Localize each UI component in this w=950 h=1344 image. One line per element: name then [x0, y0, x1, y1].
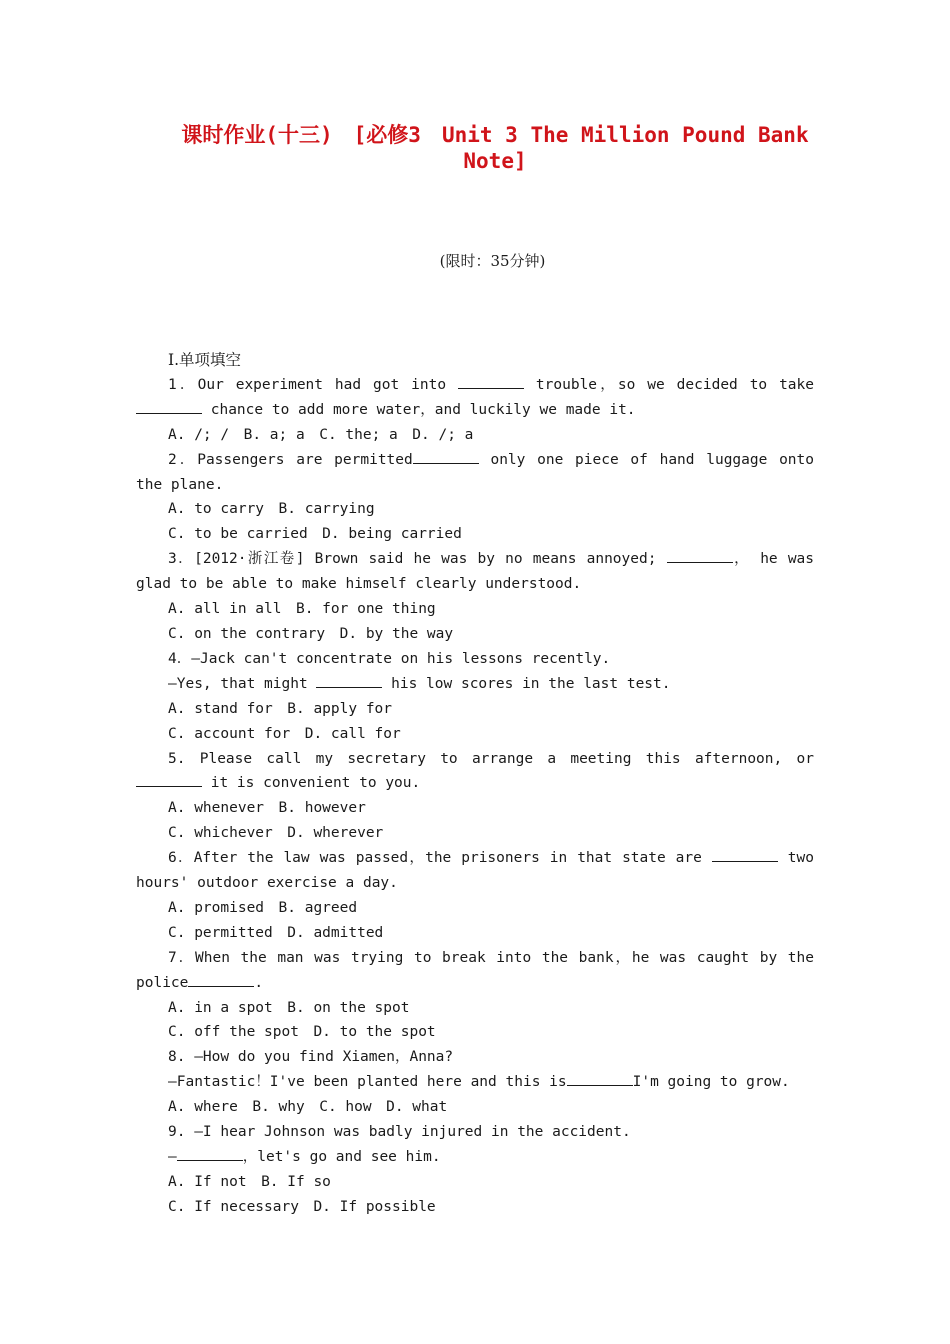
question-stem: [136, 373, 814, 423]
question-text: ，let's go and see him.: [242, 1149, 441, 1165]
question-text: 9. —I hear Johnson was badly injured in the accident.: [168, 1124, 631, 1141]
answer-options: C. permitted D. admitted: [168, 924, 384, 941]
answer-options: C. off the spot D. to the spot: [168, 1024, 436, 1041]
question-item: [136, 1045, 814, 1120]
question-text: .: [254, 974, 264, 991]
answer-blank[interactable]: [712, 847, 778, 862]
question-text: ， he was glad to be able to make himself clearly understood.: [136, 551, 815, 593]
question-text: 4．—Jack can't concentrate on his lessons recently.: [168, 650, 611, 667]
answer-options: A. /; / B. a; a C. the; a D. /; a: [168, 426, 474, 443]
answer-blank[interactable]: [413, 449, 479, 464]
answer-options: A. all in all B. for one thing: [168, 601, 436, 618]
question-text: it is convenient to you.: [202, 775, 421, 792]
question-text: only one piece of hand luggage onto the plane.: [136, 451, 814, 493]
question-item: [136, 747, 814, 847]
question-text: 8. —How do you find Xiamen，Anna?: [168, 1049, 454, 1066]
question-item: [136, 846, 814, 946]
answer-options: C. whichever D. wherever: [168, 825, 384, 842]
question-stem: [136, 647, 814, 672]
answer-options: A. If not B. If so: [168, 1173, 331, 1190]
question-text: —Fantastic！I've been planted here and this is: [168, 1074, 567, 1091]
question-text: 2．Passengers are permitted: [168, 451, 413, 468]
question-item: [136, 946, 814, 1046]
section-heading: Ⅰ.单项填空: [168, 351, 242, 369]
time-limit: (限时：35分钟): [439, 252, 546, 270]
answer-options: A. where B. why C. how D. what: [168, 1099, 448, 1116]
question-stem: [136, 946, 814, 996]
question-stem: [136, 747, 814, 797]
question-text: chance to add more water，and luckily we made it.: [202, 401, 636, 418]
answer-options: A. whenever B. however: [168, 800, 366, 817]
question-item: [136, 647, 814, 747]
question-text: trouble，so we decided to take: [524, 376, 814, 393]
question-text: 6．After the law was passed，the prisoners in that state are: [168, 850, 712, 867]
page-title: [150, 122, 840, 174]
answer-blank[interactable]: [458, 374, 524, 389]
question-stem: [136, 547, 814, 597]
question-stem: [136, 1120, 814, 1145]
question-item: [136, 547, 814, 647]
answer-blank[interactable]: [136, 772, 202, 787]
question-list: [136, 373, 814, 1220]
answer-blank[interactable]: [316, 673, 382, 688]
question-text: I'm going to grow.: [632, 1074, 790, 1091]
question-item: [136, 448, 814, 548]
question-text: —: [168, 1149, 177, 1165]
question-text: 1．Our experiment had got into: [168, 376, 458, 393]
answer-blank[interactable]: [177, 1146, 243, 1161]
question-text: two hours' outdoor exercise a day.: [136, 850, 814, 892]
question-response-line: [136, 1070, 814, 1095]
question-response-line: [136, 1145, 814, 1170]
question-text: 3．[2012·浙江卷] Brown said he was by no means annoyed;: [168, 551, 667, 568]
question-text: 7．When the man was trying to break into the bank，he was caught by the police: [136, 949, 814, 991]
question-text: his low scores in the last test.: [382, 675, 671, 692]
exercise-body: [136, 348, 814, 1220]
question-text: —Yes, that might: [168, 675, 317, 692]
title-line-2: Note]: [463, 149, 527, 173]
answer-options: A. in a spot B. on the spot: [168, 999, 410, 1016]
answer-blank[interactable]: [667, 548, 733, 563]
answer-options: C. on the contrary D. by the way: [168, 625, 454, 642]
question-response-line: [136, 672, 814, 697]
answer-blank[interactable]: [188, 972, 254, 987]
title-line-1: 课时作业(十三) [必修3 Unit 3 The Million Pound Bank: [181, 123, 809, 147]
question-item: [136, 1120, 814, 1220]
question-stem: [136, 1045, 814, 1070]
question-stem: [136, 448, 814, 498]
answer-options: A. promised B. agreed: [168, 899, 358, 916]
question-item: [136, 373, 814, 448]
answer-options: A. to carry B. carrying: [168, 501, 375, 518]
question-text: 5. Please call my secretary to arrange a meeting this afternoon, or: [168, 750, 814, 767]
question-stem: [136, 846, 814, 896]
answer-options: C. If necessary D. If possible: [168, 1198, 436, 1215]
answer-options: C. to be carried D. being carried: [168, 526, 462, 543]
answer-options: C. account for D. call for: [168, 725, 401, 742]
answer-blank[interactable]: [567, 1071, 633, 1086]
answer-options: A. stand for B. apply for: [168, 700, 393, 717]
answer-blank[interactable]: [136, 399, 202, 414]
